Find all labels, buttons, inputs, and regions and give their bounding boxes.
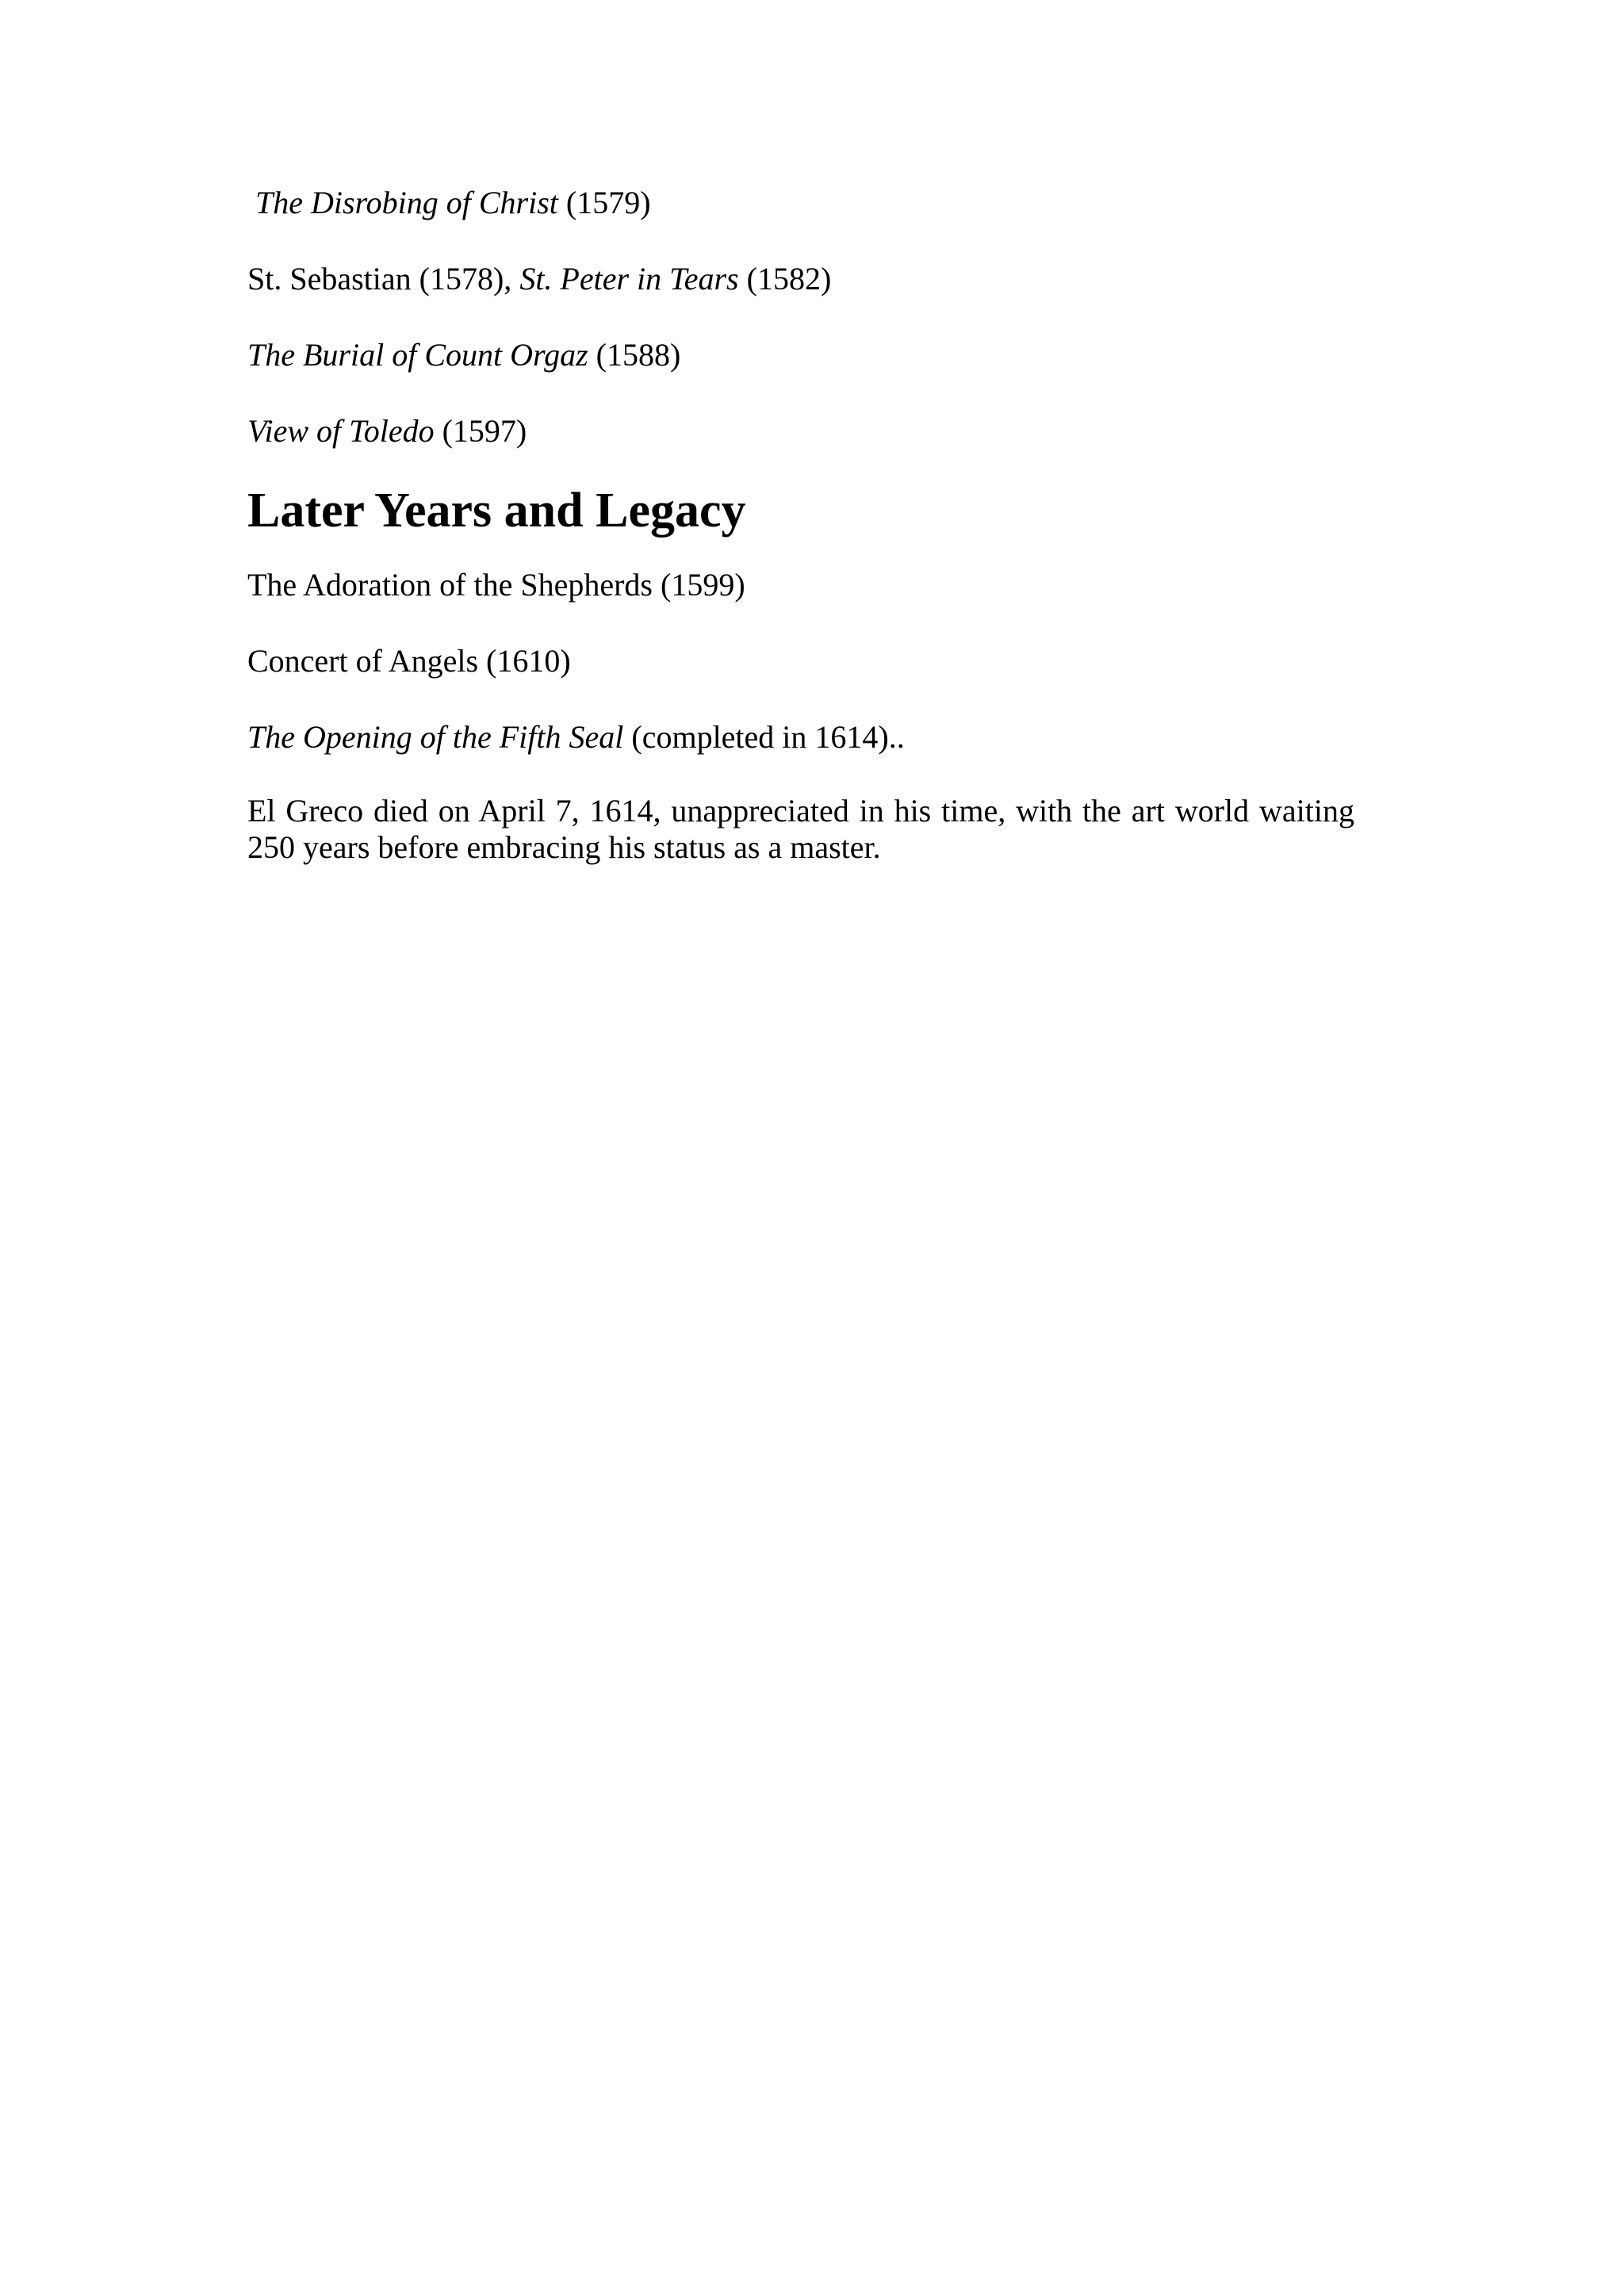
work-year: (1597) [434, 413, 527, 449]
work-entry-disrobing [255, 184, 1354, 222]
work-title: The Burial of Count Orgaz [247, 337, 588, 373]
work-year: (1579) [557, 185, 651, 220]
work-entry-adoration: The Adoration of the Shepherds (1599) [247, 567, 745, 603]
work-plain-text: St. Sebastian (1578), [247, 261, 520, 297]
closing-paragraph: El Greco died on April 7, 1614, unappreciated in his time, with the art world waiting 250 years before embracing his status as a master. [247, 793, 1354, 865]
work-entry-fifth-seal [247, 718, 1354, 756]
work-year: (1588) [588, 337, 681, 373]
work-entry-concert: Concert of Angels (1610) [247, 643, 571, 679]
work-title: St. Peter in Tears [519, 261, 739, 297]
work-entry-sebastian-peter [247, 260, 1354, 298]
work-year: (completed in 1614).. [623, 719, 905, 755]
work-title: View of Toledo [247, 413, 435, 449]
section-heading: Later Years and Legacy [247, 484, 746, 538]
work-entry-toledo [247, 412, 1354, 450]
work-entry-burial [247, 336, 1354, 374]
page-content [247, 184, 1354, 866]
work-title: The Opening of the Fifth Seal [247, 719, 624, 755]
work-title: The Disrobing of Christ [255, 185, 558, 220]
work-year: (1582) [738, 261, 832, 297]
